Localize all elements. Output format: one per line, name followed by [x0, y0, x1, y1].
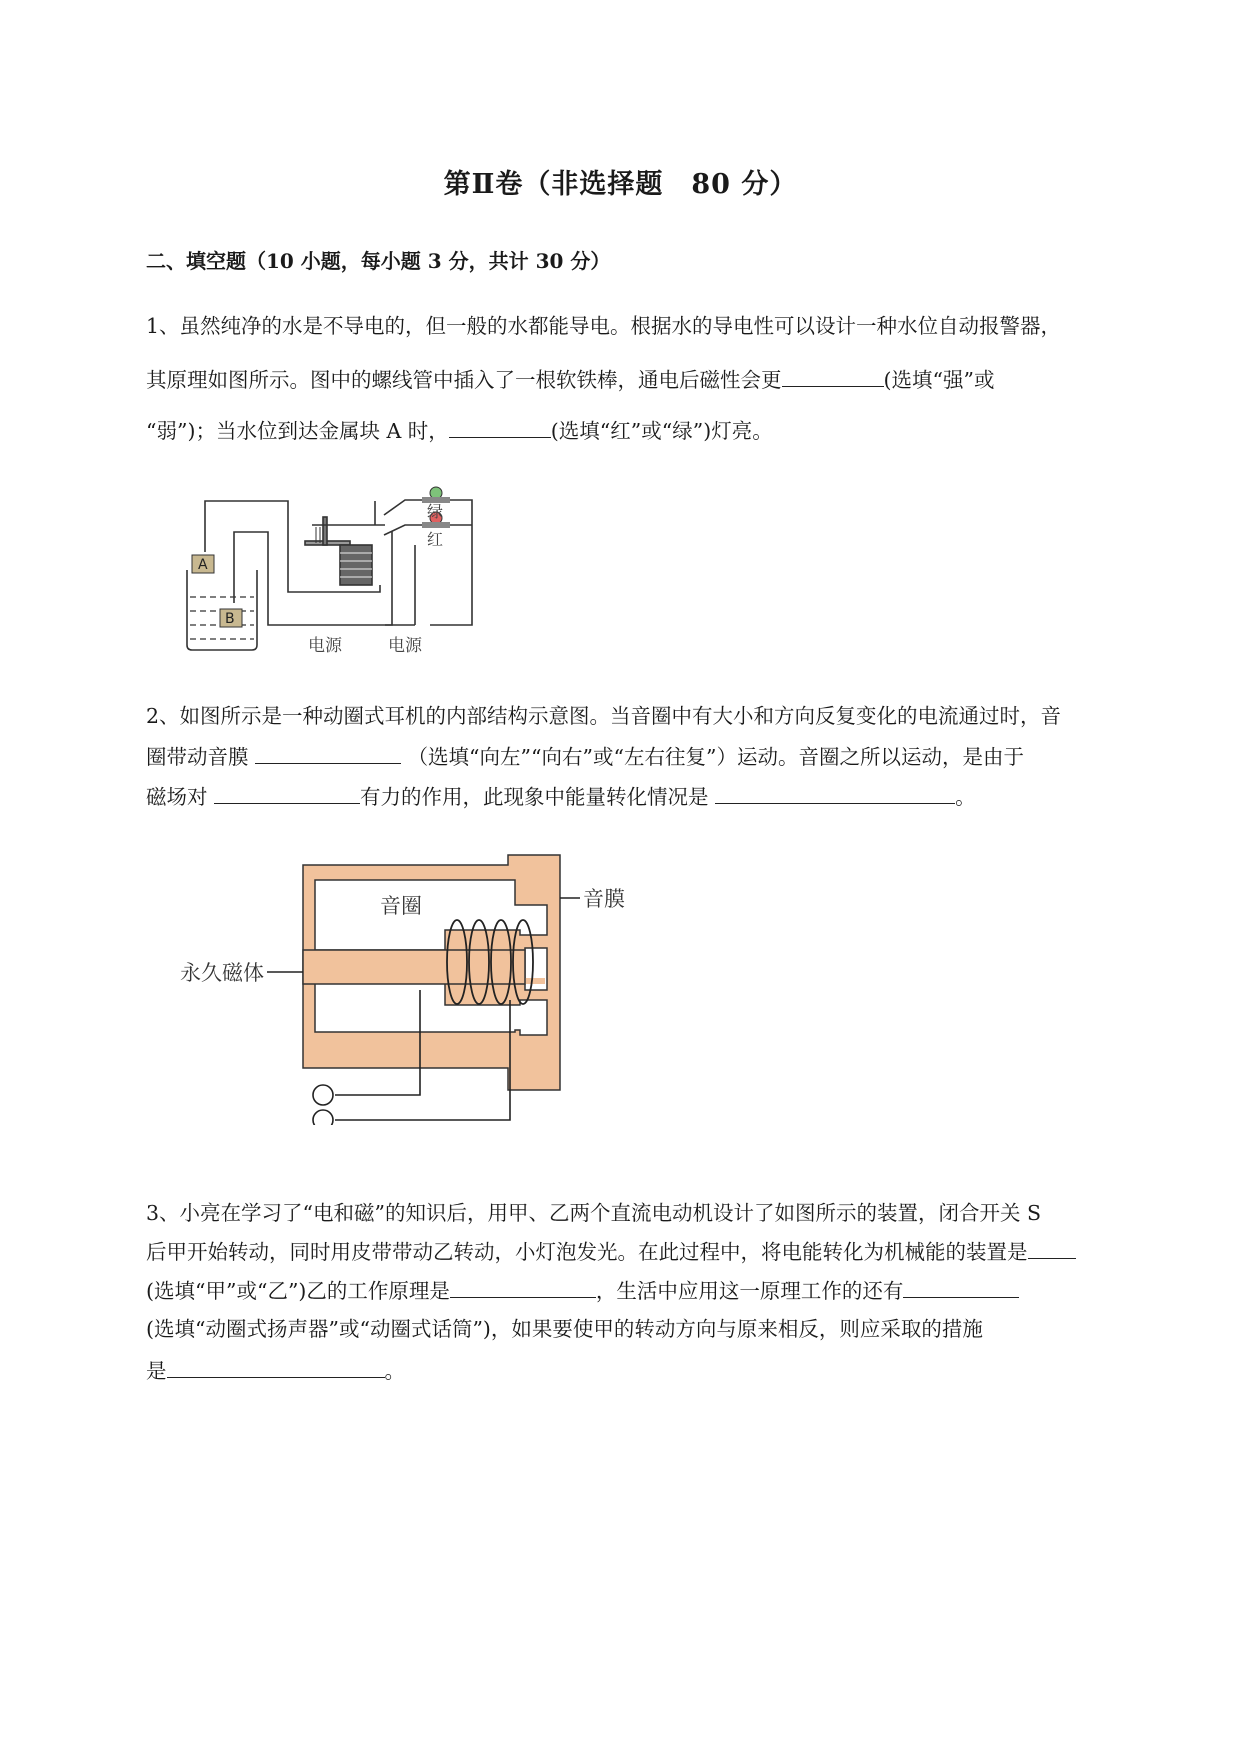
q2-line2: 圈带动音膜 （选填“向左”“向右”或“左右往复”）运动。音圈之所以运动，是由于 [146, 741, 1146, 772]
q1-line3: “弱”)；当水位到达金属块 A 时， (选填“红”或“绿”)灯亮。 [146, 415, 1146, 446]
q1-alarm-circuit-diagram [170, 485, 510, 660]
q3-blank3[interactable] [903, 1275, 1019, 1298]
page-title: 第Ⅱ卷（非选择题 80 分） [443, 169, 798, 200]
q1-line1: 1、虽然纯净的水是不导电的，但一般的水都能导电。根据水的导电性可以设计一种水位自动报警器， [146, 314, 1062, 338]
label-power2: 电源 [388, 636, 422, 656]
q3-blank1[interactable] [1028, 1236, 1076, 1259]
label-red: 红 [427, 530, 444, 549]
q2-headphone-diagram [175, 850, 655, 1125]
q2-blank2[interactable] [214, 781, 360, 804]
q2-blank1[interactable] [255, 741, 401, 764]
q3-blank4[interactable] [167, 1355, 385, 1378]
label-b: B [225, 611, 235, 627]
q2-line3: 磁场对 有力的作用，此现象中能量转化情况是 。 [146, 781, 1146, 812]
label-green: 绿 [427, 502, 444, 521]
q3-line2: 后甲开始转动，同时用皮带带动乙转动，小灯泡发光。在此过程中，将电能转化为机械能的装置是 [146, 1236, 1146, 1267]
q3-line5: 是 。 [146, 1355, 1146, 1386]
q3-blank2[interactable] [450, 1275, 596, 1298]
q1-blank1[interactable] [782, 364, 884, 387]
q1-blank2[interactable] [449, 415, 551, 438]
label-membrane: 音膜 [583, 887, 625, 911]
q3-line4: (选填“动圈式扬声器”或“动圈式话筒”)，如果要使甲的转动方向与原来相反，则应采取的措施 [146, 1317, 983, 1341]
q3-line1: 3、小亮在学习了“电和磁”的知识后，用甲、乙两个直流电动机设计了如图所示的装置，闭合开关 S [146, 1201, 1042, 1225]
q1-line2: 其原理如图所示。图中的螺线管中插入了一根软铁棒，通电后磁性会更 (选填“强”或 [146, 364, 1146, 395]
q2-blank3[interactable] [715, 781, 955, 804]
label-a: A [198, 557, 208, 573]
label-power1: 电源 [308, 636, 342, 656]
q2-line1: 2、如图所示是一种动圈式耳机的内部结构示意图。当音圈中有大小和方向反复变化的电流通过时，音 [146, 704, 1062, 728]
q3-line3: (选填“甲”或“乙”)乙的工作原理是 ，生活中应用这一原理工作的还有 [146, 1275, 1146, 1306]
section-heading: 二、填空题（10 小题，每小题 3 分，共计 30 分） [146, 249, 611, 273]
label-magnet: 永久磁体 [180, 961, 264, 985]
label-voice-coil: 音圈 [380, 894, 422, 918]
